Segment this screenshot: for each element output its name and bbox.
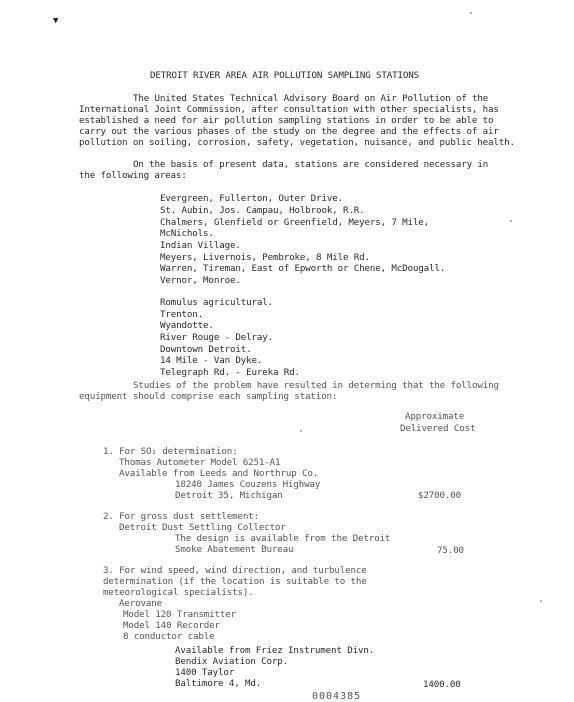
- item3-line: determination (if the location is suitable to the: [103, 576, 367, 587]
- item3-line: meteorological specialists).: [103, 587, 254, 598]
- area-item: 14 Mile - Van Dyke.: [160, 355, 263, 366]
- item3-line: Bendix Aviation Corp.: [175, 656, 289, 667]
- item3-heading: 3. For wind speed, wind direction, and turbulence: [103, 565, 367, 576]
- item2-heading: 2. For gross dust settlement:: [103, 511, 260, 522]
- item3-line: 8 conductor cable: [123, 631, 215, 642]
- item3-cost: 1400.00: [423, 679, 461, 690]
- area-item: River Rouge - Delray.: [160, 332, 274, 343]
- area-item: Warren, Tireman, East of Epworth or Chene, McDougall.: [160, 263, 446, 274]
- scan-speck: [510, 220, 512, 222]
- para2-line: On the basis of present data, stations are considered necessary in: [133, 159, 489, 170]
- item2-cost: 75.00: [437, 545, 464, 556]
- document-title: DETROIT RIVER AREA AIR POLLUTION SAMPLING STATIONS: [150, 70, 420, 81]
- item1-heading: 1. For SO₂ determination:: [103, 446, 238, 457]
- item3-line: Model 140 Recorder: [123, 620, 220, 631]
- cost-header: Delivered Cost: [400, 423, 476, 434]
- area-item: McNichols.: [160, 228, 214, 239]
- item2-line: The design is available from the Detroit: [175, 533, 391, 544]
- area-item: Trenton.: [160, 309, 204, 320]
- item2-line: Detroit Dust Settling Collector: [119, 522, 286, 533]
- item1-line: 18240 James Couzens Highway: [175, 479, 321, 490]
- ink-mark-icon: ▼: [53, 16, 59, 26]
- document-number: 0004385: [312, 691, 362, 702]
- para1-line: carry out the various phases of the study on the degree and the effects of air: [79, 126, 499, 137]
- area-item: Evergreen, Fullerton, Outer Drive.: [160, 193, 343, 204]
- area-item: Romulus agricultural.: [160, 297, 274, 308]
- area-item: Telegraph Rd. - Eureka Rd.: [160, 367, 300, 378]
- para1-line: pollution on soiling, corrosion, safety, vegetation, nuisance, and public health.: [79, 137, 515, 148]
- para2-line: the following areas:: [79, 170, 187, 181]
- item3-line: Aerovane: [119, 598, 163, 609]
- item2-line: Smoke Abatement Bureau: [175, 544, 294, 555]
- scan-speck: [470, 12, 472, 14]
- area-item: Meyers, Livernois, Pembroke, 8 Mile Rd.: [160, 252, 370, 263]
- cost-header: Approximate: [405, 411, 465, 422]
- item1-line: Thomas Autometer Model 6251-A1: [119, 457, 281, 468]
- area-item: Downtown Detroit.: [160, 344, 252, 355]
- item1-line: Detroit 35, Michigan: [175, 490, 283, 501]
- item1-cost: $2700.00: [418, 490, 462, 501]
- area-item: Indian Village.: [160, 240, 241, 251]
- item3-line: Available from Friez Instrument Divn.: [175, 645, 375, 656]
- para1-line: The United States Technical Advisory Board on Air Pollution of the: [133, 93, 489, 104]
- area-item: Chalmers, Glenfield or Greenfield, Meyers, 7 Mile,: [160, 217, 430, 228]
- para1-line: established a need for air pollution sampling stations in order to be able to: [79, 115, 494, 126]
- item3-line: Baltimore 4, Md.: [175, 678, 262, 689]
- para3-line: Studies of the problem have resulted in determing that the following: [133, 380, 499, 391]
- scan-speck: [540, 600, 542, 602]
- area-item: Wyandotte.: [160, 320, 214, 331]
- area-item: Vernor, Monroe.: [160, 275, 241, 286]
- item3-line: Model 120 Transmitter: [123, 609, 237, 620]
- para3-line: equipment should comprise each sampling station:: [79, 391, 338, 402]
- item1-line: Available from Leeds and Northrup Co.: [119, 468, 319, 479]
- item3-line: 1400 Taylor: [175, 667, 235, 678]
- para1-line: International Joint Commission, after consultation with other specialists, has: [79, 104, 499, 115]
- scan-speck: [300, 430, 302, 432]
- area-item: St. Aubin, Jos. Campau, Holbrook, R.R.: [160, 205, 365, 216]
